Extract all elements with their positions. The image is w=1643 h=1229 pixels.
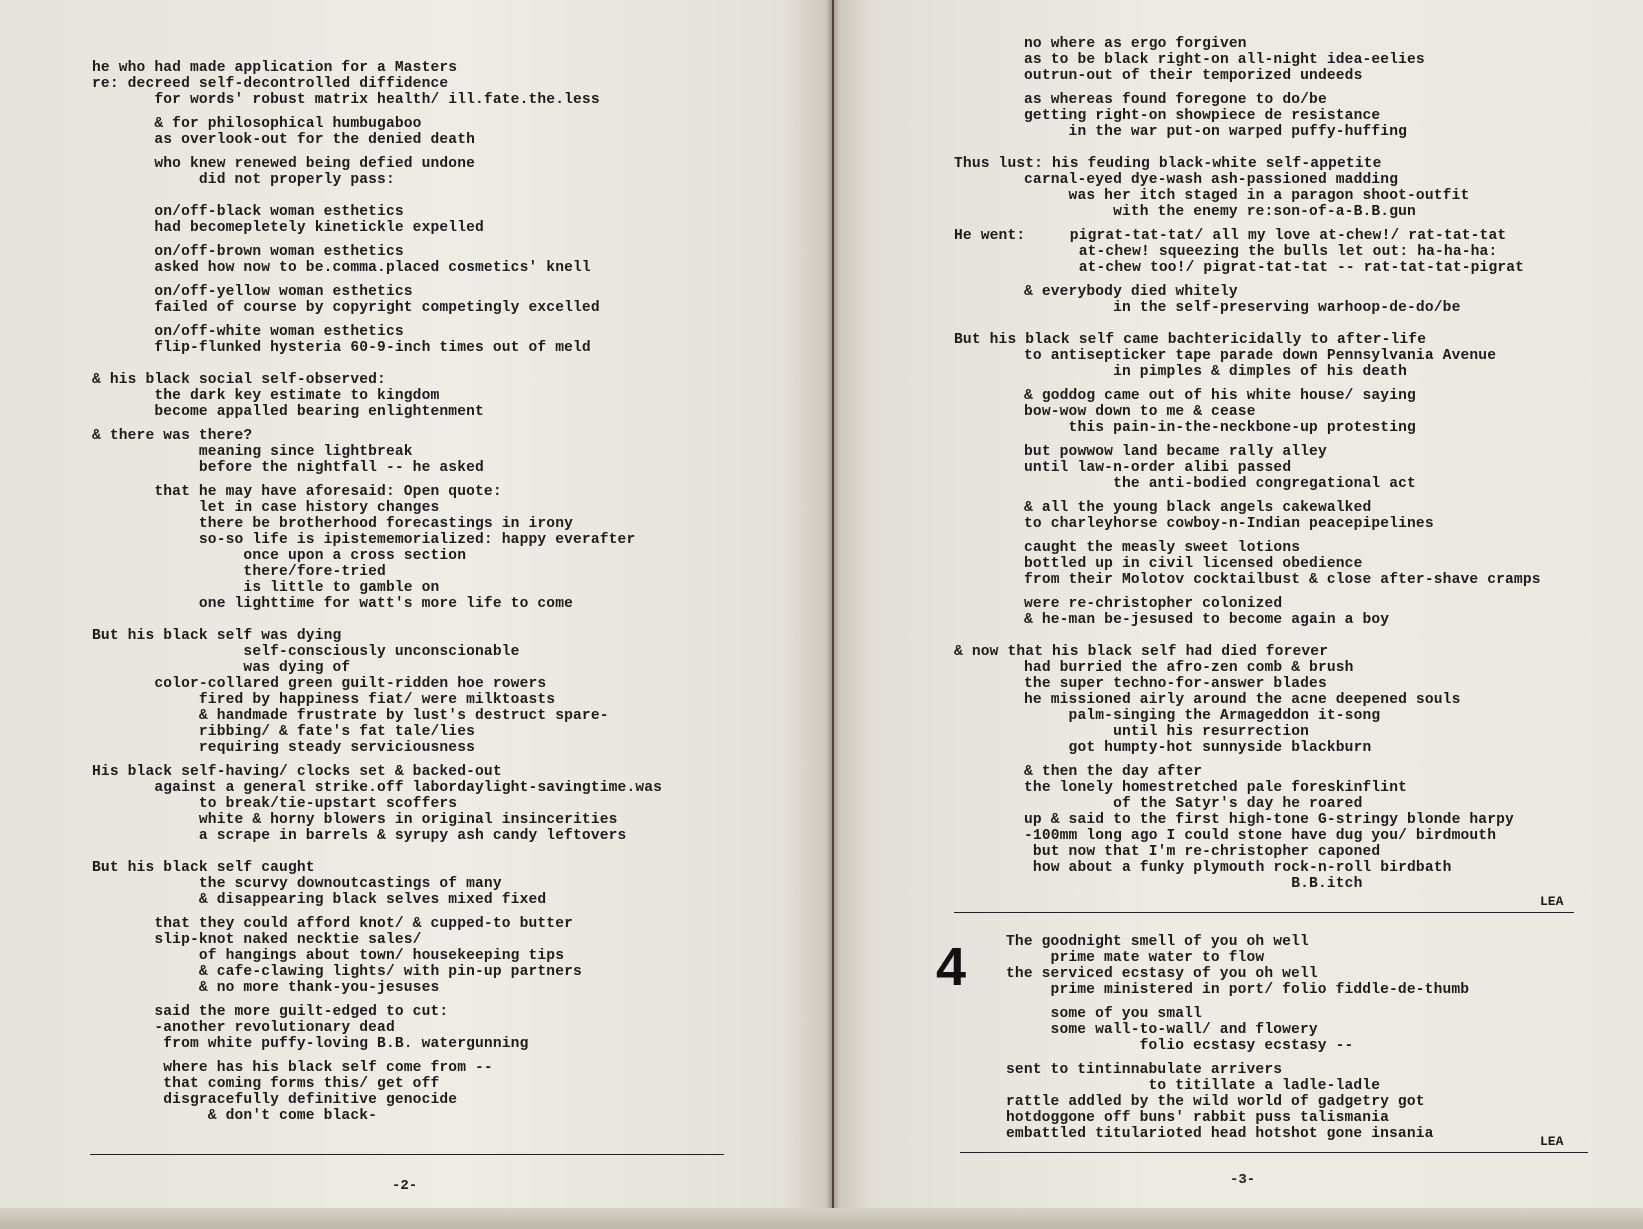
poem-line: & there was there? (92, 428, 253, 444)
poem-line: how about a funky plymouth rock-n-roll birdbath (1024, 860, 1452, 876)
poem-line: the super techno-for-answer blades (1024, 676, 1327, 692)
poem-line: His black self-having/ clocks set & backed-out (92, 764, 502, 780)
poem-line: & cafe-clawing lights/ with pin-up partners (92, 964, 582, 980)
poem-line: on/off-black woman esthetics (92, 204, 404, 220)
poem-line: & for philosophical humbugaboo (92, 116, 422, 132)
poem-line: in the war put-on warped puffy-huffing (1024, 124, 1408, 140)
poem-line: B.B.itch (1024, 876, 1363, 892)
poem-line: that he may have aforesaid: Open quote: (92, 484, 502, 500)
poem-line: but now that I'm re-christopher caponed (1024, 844, 1381, 860)
poem-line: of hangings about town/ housekeeping tips (92, 948, 565, 964)
poem-line: to antisepticker tape parade down Pennsylvania Avenue (1024, 348, 1497, 364)
poem-line: -100mm long ago I could stone have dug you/ birdmouth (1024, 828, 1497, 844)
poem-line: some wall-to-wall/ and flowery (1006, 1022, 1318, 1038)
poem-line: was dying of (92, 660, 351, 676)
poem-line: on/off-white woman esthetics (92, 324, 404, 340)
poem-line: said the more guilt-edged to cut: (92, 1004, 449, 1020)
poem-line: sent to tintinnabulate arrivers (1006, 1062, 1283, 1078)
poem-line: rattle addled by the wild world of gadgetry got (1006, 1094, 1425, 1110)
section-rule (954, 912, 1574, 913)
poem-line: caught the measly sweet lotions (1024, 540, 1301, 556)
poem-line: in the self-preserving warhoop-de-do/be (1024, 300, 1461, 316)
poem-line: the lonely homestretched pale foreskinflint (1024, 780, 1408, 796)
author-signature: LEA (1540, 1134, 1564, 1149)
poem-line: until law-n-order alibi passed (1024, 460, 1292, 476)
poem-line: folio ecstasy ecstasy -- (1006, 1038, 1354, 1054)
section-number: 4 (936, 937, 967, 997)
poem-line: a scrape in barrels & syrupy ash candy leftovers (92, 828, 627, 844)
poem-line: requiring steady serviciousness (92, 740, 476, 756)
author-signature: LEA (1540, 894, 1564, 909)
poem-line: carnal-eyed dye-wash ash-passioned madding (1024, 172, 1399, 188)
poem-line: on/off-yellow woman esthetics (92, 284, 413, 300)
poem-line: the serviced ecstasy of you oh well (1006, 966, 1318, 982)
poem-line: color-collared green guilt-ridden hoe rowers (92, 676, 547, 692)
poem-line: & now that his black self had died forever (954, 644, 1329, 660)
poem-line: failed of course by copyright competingly excelled (92, 300, 600, 316)
poem-line: some of you small (1006, 1006, 1202, 1022)
poem-line: as whereas found foregone to do/be (1024, 92, 1327, 108)
poem-line: against a general strike.off labordaylight-savingtime.was (92, 780, 663, 796)
poem-line: disgracefully definitive genocide (92, 1092, 458, 1108)
poem-line: self-consciously unconscionable (92, 644, 520, 660)
poem-line: in pimples & dimples of his death (1024, 364, 1408, 380)
poem-line: so-so life is ipistememorialized: happy everafter (92, 532, 636, 548)
poem-line: But his black self caught (92, 860, 315, 876)
poem-line: from white puffy-loving B.B. watergunning (92, 1036, 529, 1052)
poem-line: He went: pigrat-tat-tat/ all my love at-chew!/ rat-tat-tat (954, 228, 1507, 244)
poem-line: were re-christopher colonized (1024, 596, 1283, 612)
page-number: -3- (1230, 1172, 1256, 1188)
footer-rule (90, 1154, 724, 1155)
poem-line: there be brotherhood forecastings in irony (92, 516, 574, 532)
footer-rule (960, 1152, 1588, 1153)
poem-line: asked how now to be.comma.placed cosmetics' knell (92, 260, 591, 276)
poem-line: slip-knot naked necktie sales/ (92, 932, 422, 948)
poem-line: & then the day after (1024, 764, 1203, 780)
poem-line: up & said to the first high-tone G-stringy blonde harpy (1024, 812, 1514, 828)
poem-line: the dark key estimate to kingdom (92, 388, 440, 404)
poem-line: & his black social self-observed: (92, 372, 386, 388)
poem-line: But his black self came bachtericidally to after-life (954, 332, 1427, 348)
poem-line: before the nightfall -- he asked (92, 460, 484, 476)
poem-line: as overlook-out for the denied death (92, 132, 476, 148)
poem-line: there/fore-tried (92, 564, 386, 580)
poem-line: Thus lust: his feuding black-white self-appetite (954, 156, 1382, 172)
poem-line: he missioned airly around the acne deepened souls (1024, 692, 1461, 708)
poem-line: meaning since lightbreak (92, 444, 413, 460)
poem-line: was her itch staged in a paragon shoot-outfit (1024, 188, 1470, 204)
poem-line: outrun-out of their temporized undeeds (1024, 68, 1363, 84)
poem-line: & don't come black- (92, 1108, 378, 1124)
poem-line: to titillate a ladle-ladle (1006, 1078, 1381, 1094)
poem-line: where has his black self come from -- (92, 1060, 493, 1076)
poem-line: ribbing/ & fate's fat tale/lies (92, 724, 476, 740)
page-bottom-edge (0, 1208, 1643, 1229)
poem-line: The goodnight smell of you oh well (1006, 934, 1309, 950)
poem-line: prime mate water to flow (1006, 950, 1265, 966)
book-gutter (826, 0, 840, 1229)
poem-line: that coming forms this/ get off (92, 1076, 440, 1092)
poem-line: that they could afford knot/ & cupped-to butter (92, 916, 574, 932)
poem-line: one lighttime for watt's more life to come (92, 596, 574, 612)
poem-line: fired by happiness fiat/ were milktoasts (92, 692, 556, 708)
poem-line: embattled titularioted head hotshot gone insania (1006, 1126, 1434, 1142)
poem-line: he who had made application for a Masters (92, 60, 458, 76)
poem-line: with the enemy re:son-of-a-B.B.gun (1024, 204, 1416, 220)
poem-line: flip-flunked hysteria 60-9-inch times out of meld (92, 340, 591, 356)
poem-line: the anti-bodied congregational act (1024, 476, 1416, 492)
poem-line: prime ministered in port/ folio fiddle-de-thumb (1006, 982, 1470, 998)
poem-line: who knew renewed being defied undone (92, 156, 476, 172)
poem-line: got humpty-hot sunnyside blackburn (1024, 740, 1372, 756)
poem-line: had burried the afro-zen comb & brush (1024, 660, 1354, 676)
page-number: -2- (392, 1178, 418, 1194)
poem-line: palm-singing the Armageddon it-song (1024, 708, 1381, 724)
poem-line: re: decreed self-decontrolled diffidence (92, 76, 449, 92)
poem-line: & all the young black angels cakewalked (1024, 500, 1372, 516)
poem-line: to break/tie-upstart scoffers (92, 796, 458, 812)
poem-line: for words' robust matrix health/ ill.fate.the.less (92, 92, 600, 108)
poem-line: But his black self was dying (92, 628, 342, 644)
poem-line: once upon a cross section (92, 548, 467, 564)
poem-line: had becomepletely kinetickle expelled (92, 220, 484, 236)
poem-line: & he-man be-jesused to become again a boy (1024, 612, 1390, 628)
poem-line: become appalled bearing enlightenment (92, 404, 484, 420)
poem-line: let in case history changes (92, 500, 440, 516)
poem-line: of the Satyr's day he roared (1024, 796, 1363, 812)
poem-line: & handmade frustrate by lust's destruct spare- (92, 708, 609, 724)
poem-line: & disappearing black selves mixed fixed (92, 892, 547, 908)
poem-line: did not properly pass: (92, 172, 395, 188)
poem-line: from their Molotov cocktailbust & close after-shave cramps (1024, 572, 1541, 588)
poem-line: -another revolutionary dead (92, 1020, 395, 1036)
poem-line: white & horny blowers in original insincerities (92, 812, 618, 828)
poem-line: is little to gamble on (92, 580, 440, 596)
right-page (834, 0, 1643, 1229)
poem-line: as to be black right-on all-night idea-eelies (1024, 52, 1425, 68)
poem-line: but powwow land became rally alley (1024, 444, 1327, 460)
poem-line: & no more thank-you-jesuses (92, 980, 440, 996)
poem-line: getting right-on showpiece de resistance (1024, 108, 1381, 124)
poem-line: on/off-brown woman esthetics (92, 244, 404, 260)
poem-line: hotdoggone off buns' rabbit puss talismania (1006, 1110, 1390, 1126)
poem-line: bottled up in civil licensed obedience (1024, 556, 1363, 572)
poem-line: at-chew too!/ pigrat-tat-tat -- rat-tat-tat-pigrat (954, 260, 1525, 276)
poem-line: & goddog came out of his white house/ saying (1024, 388, 1416, 404)
poem-line: no where as ergo forgiven (1024, 36, 1247, 52)
poem-line: & everybody died whitely (1024, 284, 1238, 300)
poem-line: at-chew! squeezing the bulls let out: ha-ha-ha: (954, 244, 1498, 260)
poem-line: to charleyhorse cowboy-n-Indian peacepipelines (1024, 516, 1434, 532)
poem-line: this pain-in-the-neckbone-up protesting (1024, 420, 1416, 436)
poem-line: the scurvy downoutcastings of many (92, 876, 502, 892)
poem-line: until his resurrection (1024, 724, 1310, 740)
poem-line: bow-wow down to me & cease (1024, 404, 1256, 420)
